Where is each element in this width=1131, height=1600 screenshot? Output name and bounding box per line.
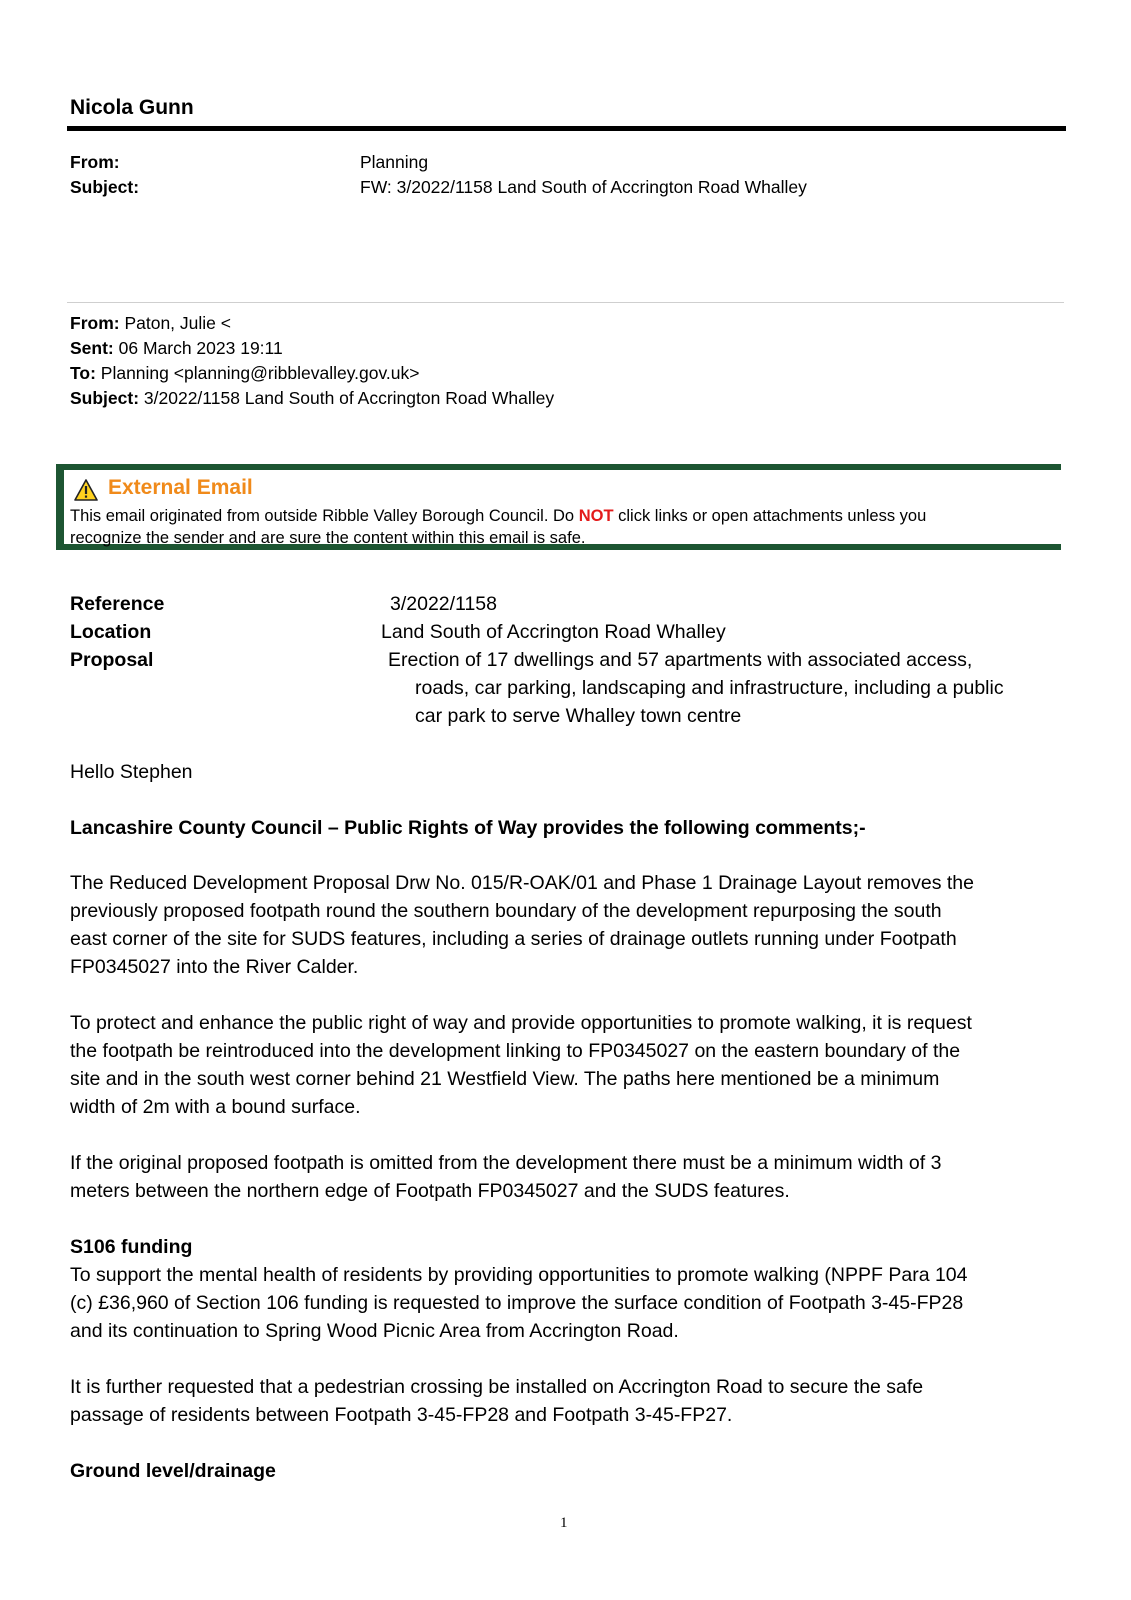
banner-line-2: recognize the sender and are sure the content within this email is safe. bbox=[70, 529, 586, 547]
orig-subject bbox=[70, 388, 554, 409]
orig-subject-label: Subject: bbox=[70, 388, 140, 408]
orig-sent-value: 06 March 2023 19:11 bbox=[113, 338, 283, 358]
orig-sent bbox=[70, 338, 283, 359]
intro-heading: Lancashire County Council – Public Rights of Way provides the following comments;- bbox=[70, 817, 866, 839]
location-label: Location bbox=[70, 621, 152, 643]
ground-heading: Ground level/drainage bbox=[70, 1460, 276, 1482]
orig-to-value: Planning <planning@ribblevalley.gov.uk> bbox=[95, 363, 420, 383]
proposal-label: Proposal bbox=[70, 649, 154, 671]
orig-from-label: From: bbox=[70, 313, 120, 333]
paragraph-line: width of 2m with a bound surface. bbox=[70, 1096, 361, 1118]
paragraph-line: site and in the south west corner behind 21 Westfield View. The paths here mentioned be a minimum bbox=[70, 1068, 940, 1090]
reference-label: Reference bbox=[70, 593, 165, 615]
orig-from bbox=[70, 313, 231, 334]
proposal-line: Erection of 17 dwellings and 57 apartments with associated access, bbox=[388, 649, 973, 671]
orig-subject-value: 3/2022/1158 Land South of Accrington Road Whalley bbox=[139, 388, 555, 408]
proposal-line: car park to serve Whalley town centre bbox=[415, 705, 742, 727]
paragraph-line: To support the mental health of residents by providing opportunities to promote walking (NPPF Para 104 bbox=[70, 1264, 968, 1286]
paragraph-line: the footpath be reintroduced into the development linking to FP0345027 on the eastern boundary of the bbox=[70, 1040, 961, 1062]
banner-not: NOT bbox=[578, 507, 614, 525]
paragraph-line: FP0345027 into the River Calder. bbox=[70, 956, 359, 978]
header-from-value: Planning bbox=[360, 152, 429, 172]
page-number: 1 bbox=[560, 1515, 568, 1531]
paragraph-line: (c) £36,960 of Section 106 funding is requested to improve the surface condition of Footpath 3-45-FP28 bbox=[70, 1292, 964, 1314]
owner-name: Nicola Gunn bbox=[70, 96, 194, 119]
paragraph-line: It is further requested that a pedestrian crossing be installed on Accrington Road to secure the safe bbox=[70, 1376, 924, 1398]
reference-value: 3/2022/1158 bbox=[390, 593, 497, 615]
proposal-line: roads, car parking, landscaping and infrastructure, including a public bbox=[415, 677, 1004, 699]
orig-from-value: Paton, Julie < bbox=[119, 313, 231, 333]
greeting: Hello Stephen bbox=[70, 761, 193, 783]
paragraph-line: previously proposed footpath round the southern boundary of the development repurposing the south bbox=[70, 900, 942, 922]
warning-icon bbox=[74, 479, 98, 501]
paragraph-line: If the original proposed footpath is omitted from the development there must be a minimum width of 3 bbox=[70, 1152, 942, 1174]
banner-line-1 bbox=[70, 507, 926, 526]
header-subject-label: Subject: bbox=[70, 177, 140, 197]
paragraph-line: To protect and enhance the public right of way and provide opportunities to promote walking, it is request bbox=[70, 1012, 972, 1034]
paragraph-line: and its continuation to Spring Wood Picnic Area from Accrington Road. bbox=[70, 1320, 679, 1342]
banner-line-1-b: click links or open attachments unless you bbox=[613, 507, 927, 525]
banner-title: External Email bbox=[108, 476, 253, 499]
paragraph-line: The Reduced Development Proposal Drw No. 015/R-OAK/01 and Phase 1 Drainage Layout removes the bbox=[70, 872, 974, 894]
paragraph-line: passage of residents between Footpath 3-45-FP28 and Footpath 3-45-FP27. bbox=[70, 1404, 733, 1426]
paragraph-line: east corner of the site for SUDS features, including a series of drainage outlets running under Footpath bbox=[70, 928, 957, 950]
location-value: Land South of Accrington Road Whalley bbox=[381, 621, 726, 643]
owner-rule bbox=[67, 126, 1066, 131]
banner-line-1-a: This email originated from outside Ribble Valley Borough Council. Do bbox=[70, 507, 579, 525]
orig-sent-label: Sent: bbox=[70, 338, 114, 358]
paragraph-line: meters between the northern edge of Footpath FP0345027 and the SUDS features. bbox=[70, 1180, 790, 1202]
header-from-label: From: bbox=[70, 152, 120, 172]
s106-heading: S106 funding bbox=[70, 1236, 193, 1258]
orig-to-label: To: bbox=[70, 363, 96, 383]
divider bbox=[67, 302, 1064, 303]
header-subject-value: FW: 3/2022/1158 Land South of Accrington Road Whalley bbox=[360, 177, 807, 197]
orig-to bbox=[70, 363, 420, 384]
